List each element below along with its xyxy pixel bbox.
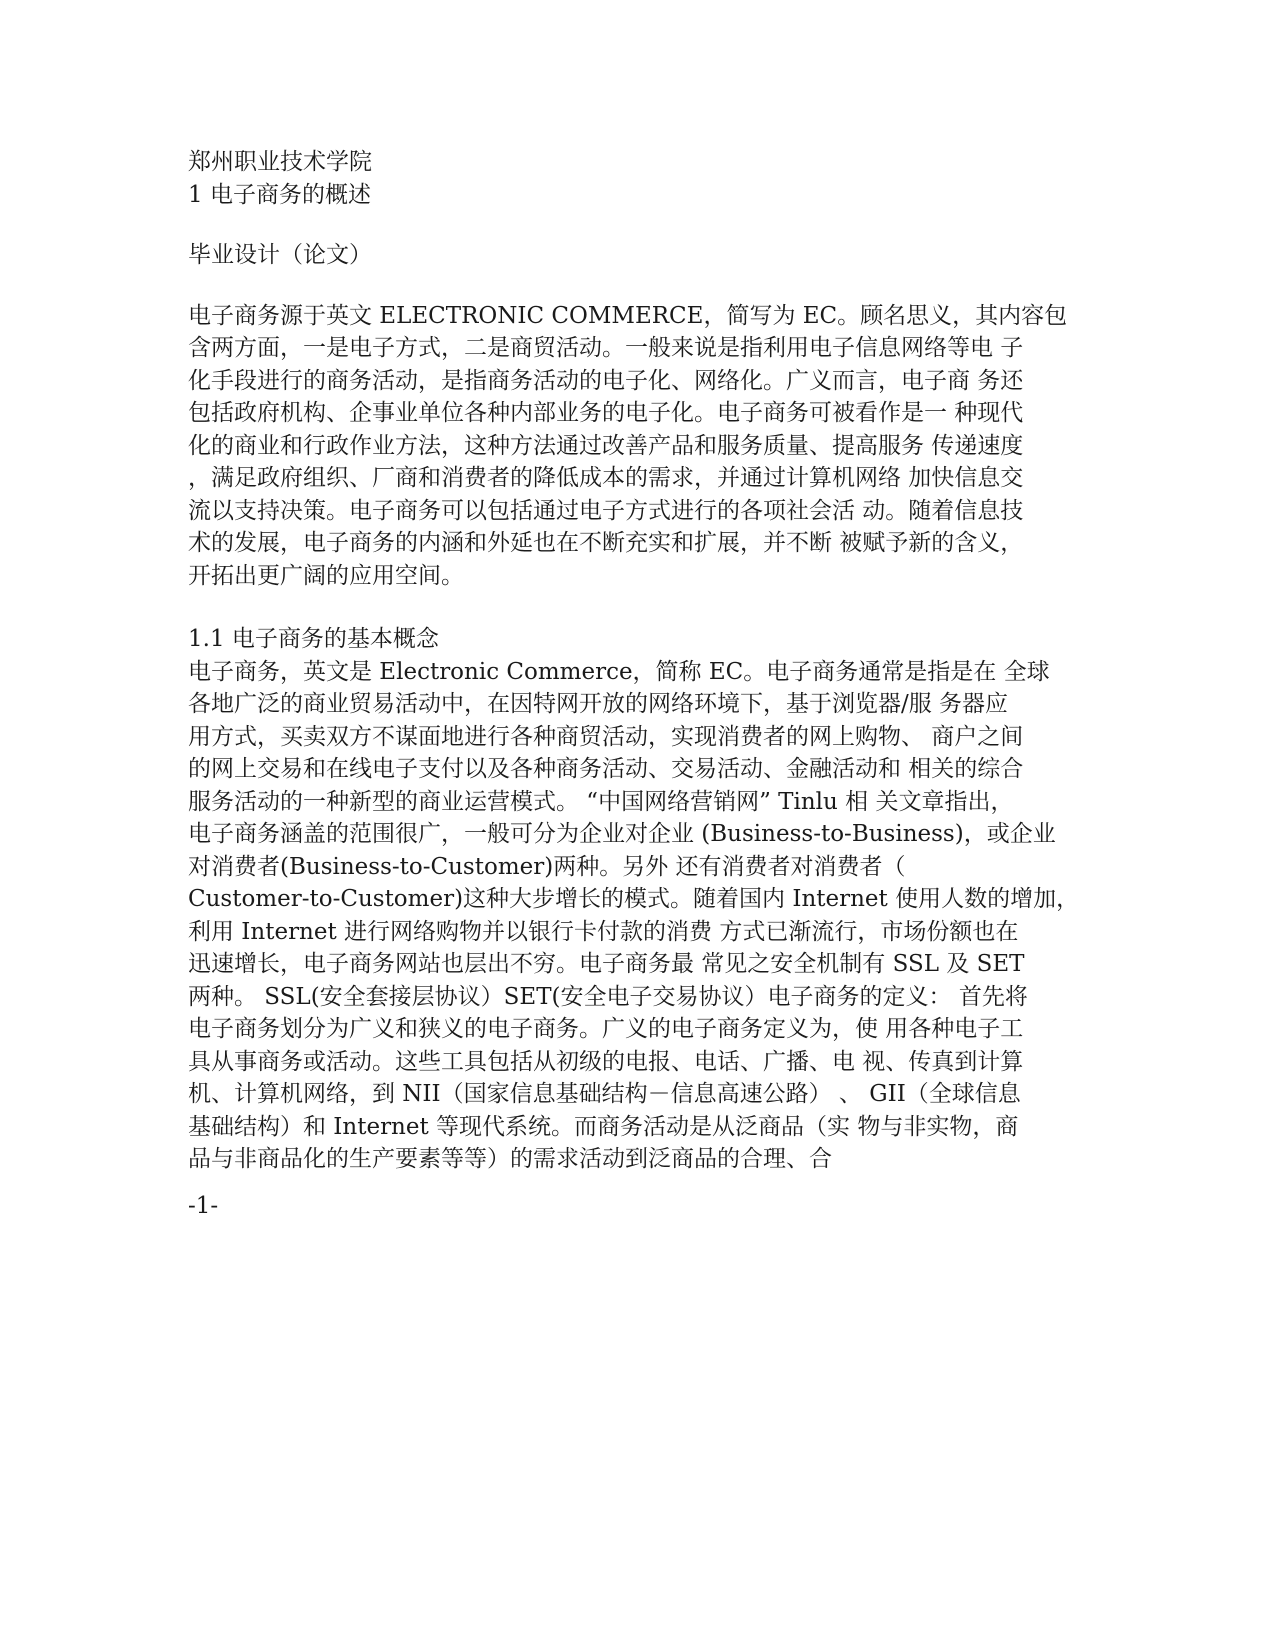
paragraph-line: 用方式，买卖双方不谋面地进行各种商贸活动，实现消费者的网上购物、 商户之间 <box>188 723 1024 750</box>
paragraph-line: 服务活动的一种新型的商业运营模式。 “中国网络营销网” Tinlu 相 关文章指出， <box>188 788 1014 815</box>
paragraph-line: 术的发展，电子商务的内涵和外延也在不断充实和扩展，并不断 被赋予新的含义， <box>188 530 1024 556</box>
paragraph-line: 迅速增长，电子商务网站也层出不穷。电子商务最 常见之安全机制有 SSL 及 SET <box>188 951 1025 977</box>
paragraph-line: Customer-to-Customer)这种大步增长的模式。随着国内 Internet 使用人数的增加， <box>188 886 1080 912</box>
paragraph-line: 包括政府机构、企事业单位各种内部业务的电子化。电子商务可被看作是一 种现代 <box>188 400 1024 426</box>
paragraph-line: 电子商务源于英文 ELECTRONIC COMMERCE，简写为 EC。顾名思义，其内容包 <box>188 302 1068 329</box>
paragraph-line: 各地广泛的商业贸易活动中，在因特网开放的网络环境下，基于浏览器/服 务器应 <box>188 691 1009 717</box>
paragraph-line: 基础结构）和 Internet 等现代系统。而商务活动是从泛商品（实 物与非实物，商 <box>188 1113 1019 1140</box>
document-body <box>188 146 1088 1176</box>
institution-name: 郑州职业技术学院 <box>188 149 372 175</box>
paragraph-line: 开拓出更广阔的应用空间。 <box>188 562 464 589</box>
document-type: 毕业设计（论文） <box>188 242 372 268</box>
paragraph-line: 含两方面，一是电子方式，二是商贸活动。一般来说是指利用电子信息网络等电 子 <box>188 335 1024 361</box>
paragraph-line: 化的商业和行政作业方法，这种方法通过改善产品和服务质量、提高服务 传递速度 <box>188 432 1024 459</box>
paragraph-line: 利用 Internet 进行网络购物并以银行卡付款的消费 方式已渐流行，市场份额也在 <box>188 918 1019 945</box>
paragraph-line: 品与非商品化的生产要素等等）的需求活动到泛商品的合理、合 <box>188 1146 832 1172</box>
page-number: -1- <box>188 1193 219 1219</box>
paragraph-line: 对消费者(Business-to-Customer)两种。另外 还有消费者对消费者（ <box>188 853 906 880</box>
paragraph-line: 电子商务，英文是 Electronic Commerce，简称 EC。电子商务通常是指是在 全球 <box>188 658 1050 685</box>
paragraph-line: 机、计算机网络，到 NII（国家信息基础结构－信息高速公路） 、 GII（全球信息 <box>188 1081 1021 1107</box>
paragraph-line: 化手段进行的商务活动，是指商务活动的电子化、网络化。广义而言，电子商 务还 <box>188 367 1024 394</box>
paragraph-line: 两种。 SSL(安全套接层协议）SET(安全电子交易协议）电子商务的定义： 首先将 <box>188 983 1028 1010</box>
paragraph-line: 具从事商务或活动。这些工具包括从初级的电报、电话、广播、电 视、传真到计算 <box>188 1048 1024 1075</box>
paragraph-line: 电子商务划分为广义和狭义的电子商务。广义的电子商务定义为，使 用各种电子工 <box>188 1016 1024 1042</box>
paragraph-line: 电子商务涵盖的范围很广，一般可分为企业对企业 (Business-to-Business)，或企业 <box>188 821 1056 847</box>
section-heading: 1.1 电子商务的基本概念 <box>188 626 439 652</box>
chapter-heading: 1 电子商务的概述 <box>188 181 371 208</box>
section-paragraph <box>188 656 1088 1176</box>
paragraph-line: 流以支持决策。电子商务可以包括通过电子方式进行的各项社会活 动。随着信息技 <box>188 497 1024 524</box>
intro-paragraph <box>188 300 1088 593</box>
paragraph-line: ，满足政府组织、厂商和消费者的降低成本的需求，并通过计算机网络 加快信息交 <box>188 465 1024 491</box>
paragraph-line: 的网上交易和在线电子支付以及各种商务活动、交易活动、金融活动和 相关的综合 <box>188 756 1024 782</box>
